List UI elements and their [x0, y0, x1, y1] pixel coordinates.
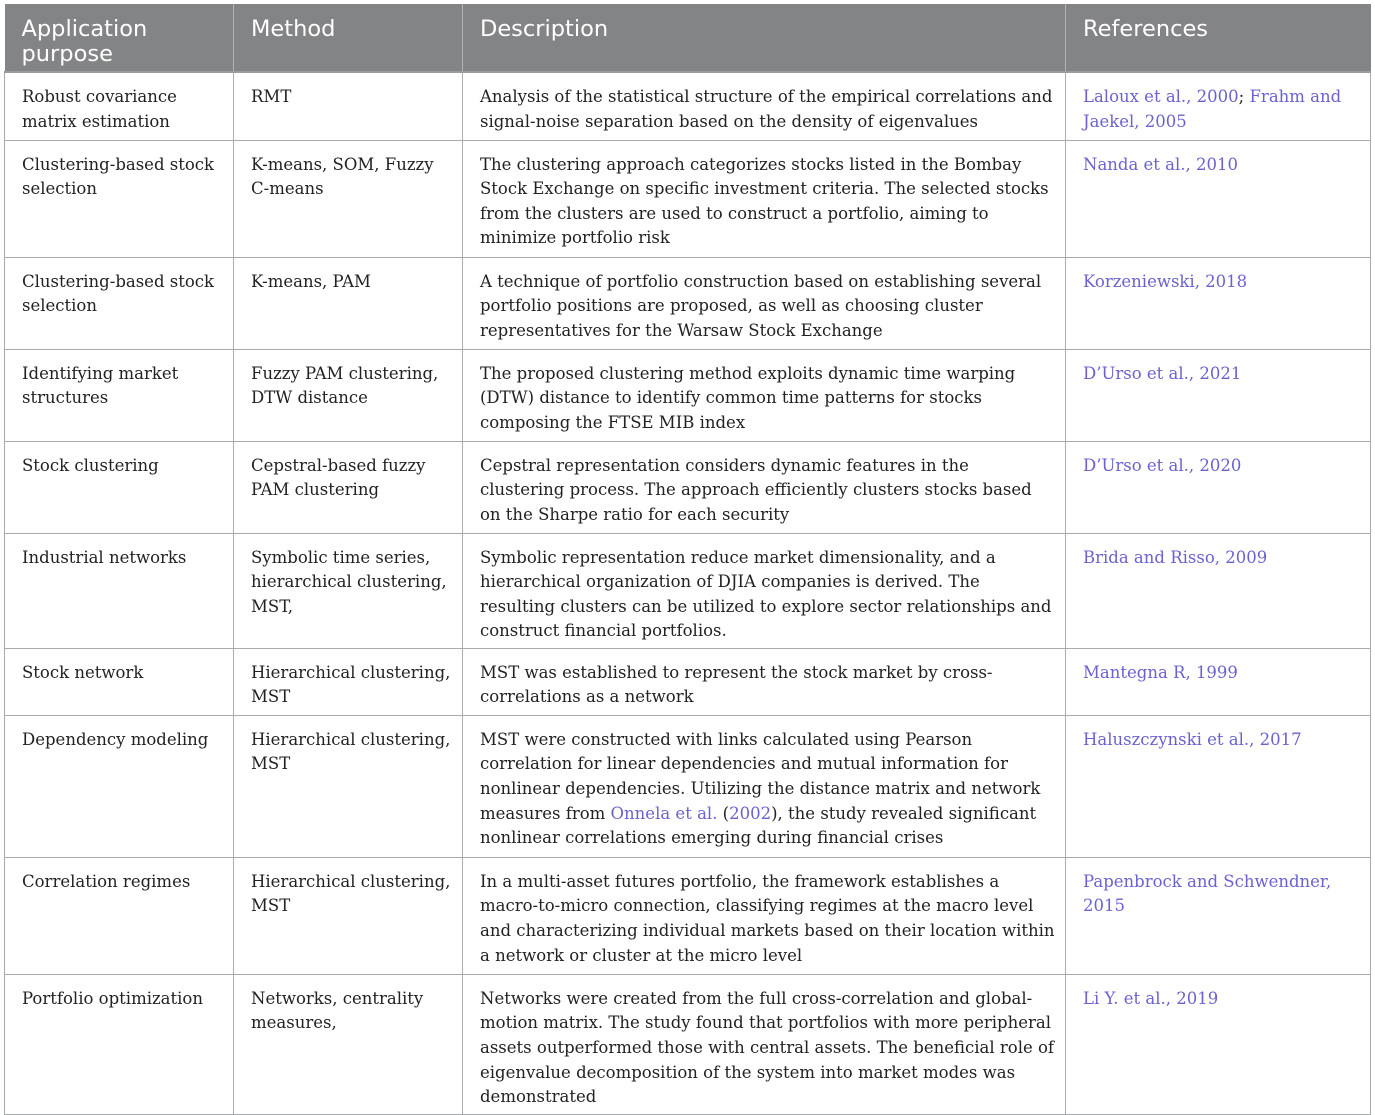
reference-link[interactable]: Papenbrock and Schwendner, 2015	[1083, 871, 1332, 916]
methods-table	[4, 4, 1371, 1115]
table-row	[5, 715, 1371, 857]
citation-link[interactable]: Onnela et al.	[610, 803, 718, 823]
purpose-cell: Stock clustering	[5, 441, 234, 533]
description-text: MST were constructed with links calculated using Pearson correlation for linear dependencies and mutual information for nonlinear dependencies. Utilizing the distance matrix and network measures from	[480, 729, 1041, 823]
purpose-cell: Industrial networks	[5, 533, 234, 648]
purpose-cell: Stock network	[5, 648, 234, 715]
method-cell: Cepstral-based fuzzy PAM clustering	[234, 441, 463, 533]
method-cell: RMT	[234, 72, 463, 140]
method-cell: Hierarchical clustering, MST	[234, 857, 463, 974]
description-cell: The proposed clustering method exploits dynamic time warping (DTW) distance to identify common time patterns for stocks composing the FTSE MIB index	[463, 349, 1066, 441]
method-cell: Fuzzy PAM clustering, DTW distance	[234, 349, 463, 441]
reference-cell	[1066, 857, 1371, 974]
purpose-cell: Dependency modeling	[5, 715, 234, 857]
description-cell: The clustering approach categorizes stocks listed in the Bombay Stock Exchange on specific investment criteria. The selected stocks from the clusters are used to construct a portfolio, aiming to minimize portfolio risk	[463, 140, 1066, 257]
table-row	[5, 441, 1371, 533]
table-row	[5, 72, 1371, 140]
method-cell: K-means, PAM	[234, 257, 463, 349]
description-cell: A technique of portfolio construction based on establishing several portfolio positions are proposed, as well as choosing cluster representatives for the Warsaw Stock Exchange	[463, 257, 1066, 349]
table-row	[5, 648, 1371, 715]
purpose-cell: Clustering-based stock selection	[5, 140, 234, 257]
reference-link[interactable]: Frahm and Jaekel, 2005	[1083, 87, 1342, 131]
purpose-cell: Portfolio optimization	[5, 974, 234, 1114]
header-description: Description	[463, 4, 1066, 72]
reference-link[interactable]: Nanda et al., 2010	[1083, 154, 1239, 174]
description-text: ), the study revealed significant nonlinear correlations emerging during financial crises	[480, 803, 1037, 848]
description-text: (	[717, 803, 730, 823]
header-references: References	[1066, 4, 1371, 72]
reference-cell	[1066, 72, 1371, 140]
citation-year-link[interactable]: 2002	[729, 803, 772, 823]
purpose-cell: Identifying market structures	[5, 349, 234, 441]
reference-cell	[1066, 974, 1371, 1114]
description-cell: Cepstral representation considers dynamic features in the clustering process. The approach efficiently clusters stocks based on the Sharpe ratio for each security	[463, 441, 1066, 533]
description-cell: In a multi-asset futures portfolio, the framework establishes a macro-to-micro connection, classifying regimes at the macro level and characterizing individual markets based on their location within a network or cluster at the micro level	[463, 857, 1066, 974]
method-cell: K-means, SOM, Fuzzy C-means	[234, 140, 463, 257]
description-cell	[463, 715, 1066, 857]
purpose-cell: Clustering-based stock selection	[5, 257, 234, 349]
reference-cell	[1066, 715, 1371, 857]
reference-link[interactable]: Haluszczynski et al., 2017	[1083, 729, 1302, 749]
method-cell: Networks, centrality measures,	[234, 974, 463, 1114]
header-method: Method	[234, 4, 463, 72]
header-application-purpose: Application purpose	[5, 4, 234, 72]
table-row	[5, 533, 1371, 648]
reference-link[interactable]: Korzeniewski, 2018	[1083, 271, 1248, 291]
reference-link[interactable]: Mantegna R, 1999	[1083, 662, 1238, 682]
table-row	[5, 857, 1371, 974]
method-cell: Hierarchical clustering, MST	[234, 715, 463, 857]
reference-cell	[1066, 257, 1371, 349]
description-cell: Symbolic representation reduce market dimensionality, and a hierarchical organization of DJIA companies is derived. The resulting clusters can be utilized to explore sector relationships and construct financial portfolios.	[463, 533, 1066, 648]
reference-cell	[1066, 140, 1371, 257]
description-cell: Analysis of the statistical structure of the empirical correlations and signal-noise separation based on the density of eigenvalues	[463, 72, 1066, 140]
reference-link[interactable]: Laloux et al., 2000	[1083, 87, 1239, 106]
reference-separator: ;	[1238, 87, 1250, 106]
method-cell: Hierarchical clustering, MST	[234, 648, 463, 715]
purpose-cell: Correlation regimes	[5, 857, 234, 974]
reference-link[interactable]: D’Urso et al., 2020	[1083, 455, 1242, 475]
table-row	[5, 349, 1371, 441]
reference-cell	[1066, 441, 1371, 533]
table-row	[5, 257, 1371, 349]
reference-link[interactable]: D’Urso et al., 2021	[1083, 363, 1242, 383]
reference-cell	[1066, 349, 1371, 441]
method-cell: Symbolic time series, hierarchical clustering, MST,	[234, 533, 463, 648]
table-header-row	[5, 4, 1371, 72]
reference-link[interactable]: Li Y. et al., 2019	[1083, 988, 1219, 1008]
reference-cell	[1066, 533, 1371, 648]
table-row	[5, 140, 1371, 257]
reference-link[interactable]: Brida and Risso, 2009	[1083, 547, 1268, 567]
purpose-cell: Robust covariance matrix estimation	[5, 72, 234, 140]
description-cell: MST was established to represent the stock market by cross-correlations as a network	[463, 648, 1066, 715]
description-cell: Networks were created from the full cross-correlation and global-motion matrix. The study found that portfolios with more peripheral assets outperformed those with central assets. The beneficial role of eigenvalue decomposition of the system into market modes was demonstrated	[463, 974, 1066, 1114]
reference-cell	[1066, 648, 1371, 715]
table-row	[5, 974, 1371, 1114]
